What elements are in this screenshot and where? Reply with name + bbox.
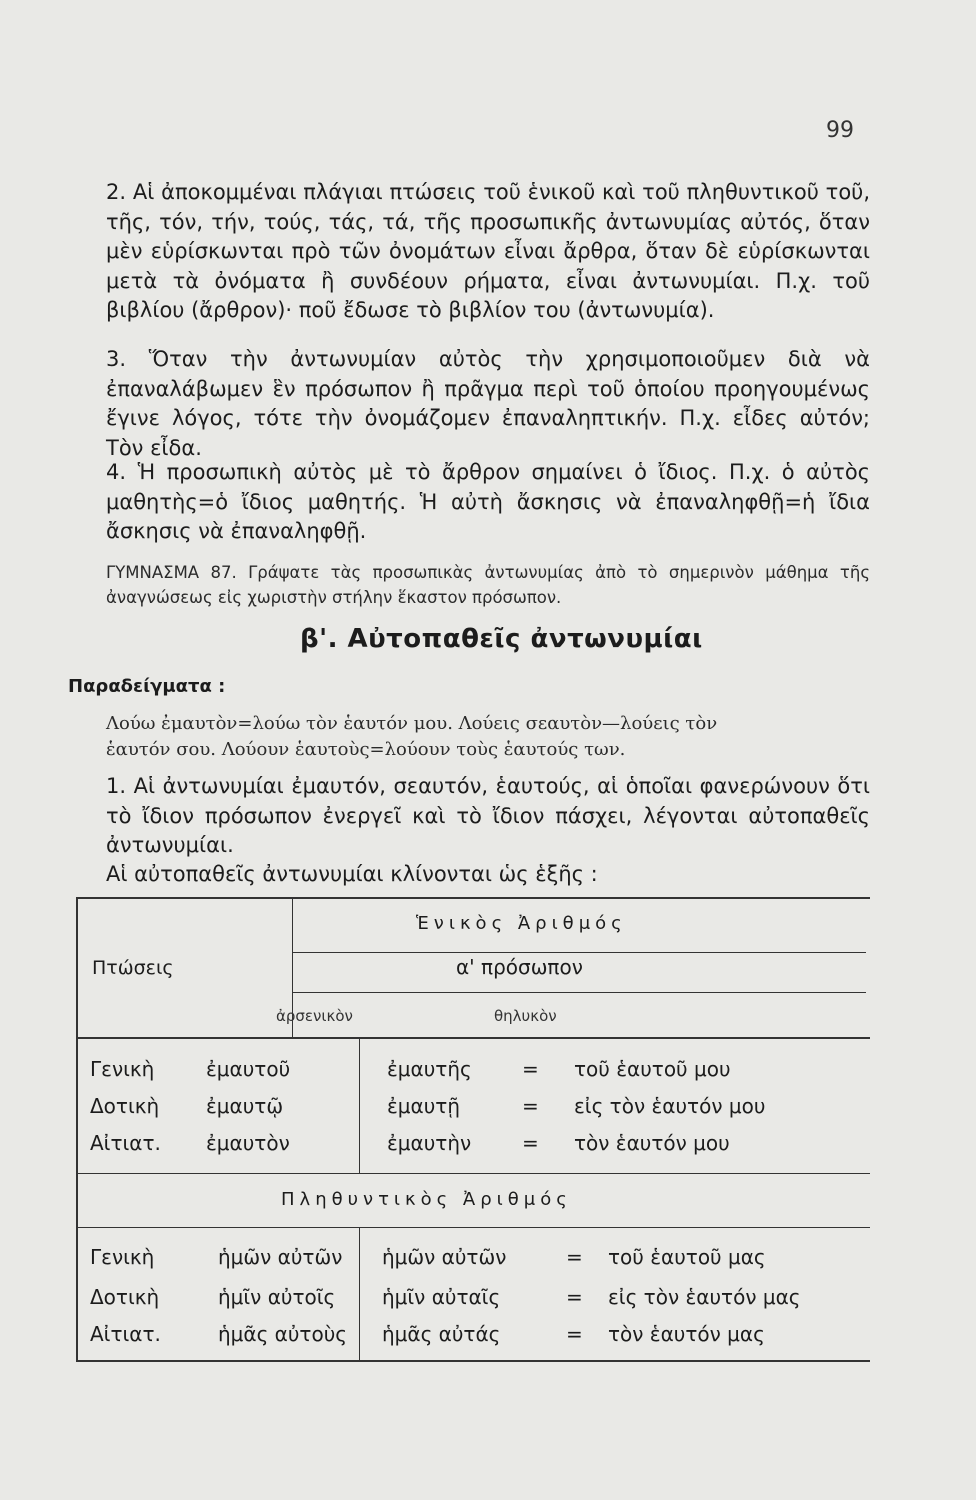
equals-sign: = bbox=[566, 1285, 583, 1309]
masc-form: ἡμᾶς αὐτοὺς bbox=[218, 1322, 348, 1346]
cases-header: Πτώσεις bbox=[92, 957, 174, 979]
section-title: β'. Αὐτοπαθεῖς ἀντωνυμίαι bbox=[300, 624, 703, 654]
equivalent-phrase: τοῦ ἑαυτοῦ μου bbox=[574, 1057, 731, 1081]
example-line-2: ἑαυτόν σου. Λούουν ἑαυτοὺς=λούουν τοὺς ἑαυτούς των. bbox=[106, 739, 626, 760]
plural-fem-divider bbox=[359, 1228, 360, 1360]
masc-form: ἡμῖν αὐτοῖς bbox=[218, 1285, 336, 1309]
masc-form: ἐμαυτῷ bbox=[206, 1094, 284, 1118]
fem-form: ἡμῶν αὐτῶν bbox=[382, 1245, 507, 1269]
singular-number-header: Ἑνικὸς Ἀριθμός bbox=[416, 913, 627, 934]
equals-sign: = bbox=[522, 1057, 539, 1081]
fem-form: ἡμῖν αὐταῖς bbox=[382, 1285, 501, 1309]
equivalent-phrase: εἰς τὸν ἑαυτόν μας bbox=[608, 1285, 801, 1309]
equals-sign: = bbox=[566, 1322, 583, 1346]
first-person-header: α' πρόσωπον bbox=[456, 955, 583, 979]
case-label: Γενικὴ bbox=[90, 1057, 155, 1081]
masc-form: ἐμαυτὸν bbox=[206, 1131, 290, 1155]
paragraph-reflexive-1: 1. Αἱ ἀντωνυμίαι ἐμαυτόν, σεαυτόν, ἑαυτούς, αἱ ὁποῖαι φανερώνουν ὅτι τὸ ἴδιον πρόσωπον ἐνεργεῖ καὶ τὸ ἴδιον πάσχει, λέγονται αὐτοπαθεῖς ἀντωνυμίαι. bbox=[106, 774, 870, 857]
masc-form: ἐμαυτοῦ bbox=[206, 1057, 291, 1081]
case-label: Δοτικὴ bbox=[90, 1285, 160, 1309]
paragraph-4: 4. Ἡ προσωπικὴ αὐτὸς μὲ τὸ ἄρθρον σημαίνει ὁ ἴδιος. Π.χ. ὁ αὐτὸς μαθητὴς=ὁ ἴδιος μαθητής. Ἡ αὐτὴ ἄσκησις νὰ ἐπαναληφθῇ=ἡ ἴδια ἄσκησις νὰ ἐπαναληφθῇ. bbox=[106, 460, 870, 543]
masculine-header: ἀρσενικὸν bbox=[276, 1007, 353, 1025]
table-top-border bbox=[76, 897, 870, 899]
plural-header-top bbox=[76, 1173, 870, 1174]
fem-form: ἡμᾶς αὐτάς bbox=[382, 1322, 501, 1346]
table-bottom-border bbox=[76, 1360, 870, 1362]
fem-form: ἐμαυτὴν bbox=[387, 1131, 472, 1155]
equals-sign: = bbox=[522, 1131, 539, 1155]
case-label: Αἰτιατ. bbox=[90, 1131, 161, 1155]
exercise-87: ΓΥΜΝΑΣΜΑ 87. Γράψατε τὰς προσωπικὰς ἀντωνυμίας ἀπὸ τὸ σημερινὸν μάθημα τῆς ἀναγνώσεως εἰς χωριστὴν στήλην ἕκαστον πρόσωπον. bbox=[106, 563, 870, 607]
equivalent-phrase: τὸν ἑαυτόν μου bbox=[574, 1131, 730, 1155]
example-line-1: Λούω ἐμαυτὸν=λούω τὸν ἑαυτόν μου. Λούεις σεαυτὸν—λούεις τὸν bbox=[106, 713, 718, 734]
plural-number-header: Πληθυντικὸς Ἀριθμός bbox=[281, 1189, 572, 1210]
equals-sign: = bbox=[566, 1245, 583, 1269]
table-left-border bbox=[76, 897, 78, 1362]
singular-fem-divider bbox=[359, 1038, 360, 1173]
equals-sign: = bbox=[522, 1094, 539, 1118]
equivalent-phrase: τοῦ ἑαυτοῦ μας bbox=[608, 1245, 766, 1269]
case-label: Γενικὴ bbox=[90, 1245, 155, 1269]
table-header-bottom bbox=[76, 1037, 870, 1039]
case-label: Αἰτιατ. bbox=[90, 1322, 161, 1346]
case-label: Δοτικὴ bbox=[90, 1094, 160, 1118]
paragraph-2: 2. Αἱ ἀποκομμέναι πλάγιαι πτώσεις τοῦ ἑνικοῦ καὶ τοῦ πληθυντικοῦ τοῦ, τῆς, τόν, τήν, τούς, τάς, τά, τῆς προσωπικῆς ἀντωνυμίας αὐτός, ὅταν μὲν εὑρίσκωνται πρὸ τῶν ὀνομάτων εἶναι ἄρθρα, ὅταν δὲ εὑρίσκωνται μετὰ τὰ ὀνόματα ἢ συνδέουν ρήματα, εἶναι ἀντωνυμίαι. Π.χ. τοῦ βιβλίου (ἄρθρον)· ποῦ ἔδωσε τὸ βιβλίον του (ἀντωνυμία). bbox=[106, 180, 870, 322]
paragraph-reflexive-declension: Αἱ αὐτοπαθεῖς ἀντωνυμίαι κλίνονται ὡς ἑξῆς : bbox=[106, 862, 598, 886]
page-number: 99 bbox=[826, 118, 854, 143]
equivalent-phrase: εἰς τὸν ἑαυτόν μου bbox=[574, 1094, 766, 1118]
paragraph-3: 3. Ὅταν τὴν ἀντωνυμίαν αὐτὸς τὴν χρησιμοποιοῦμεν διὰ νὰ ἐπαναλάβωμεν ἓν πρόσωπον ἢ πρᾶγμα περὶ τοῦ ὁποίου προηγουμένως ἔγινε λόγος, τότε τὴν ὀνομάζομεν ἐπαναληπτικήν. Π.χ. εἶδες αὐτόν; Τὸν εἶδα. bbox=[106, 347, 870, 460]
table-header-rule-2 bbox=[292, 992, 866, 993]
examples-label: Παραδείγματα : bbox=[68, 676, 226, 697]
declension-table bbox=[76, 897, 870, 1362]
table-header-rule-1 bbox=[292, 952, 866, 953]
plural-header-bottom bbox=[76, 1227, 870, 1228]
fem-form: ἐμαυτῇ bbox=[387, 1094, 461, 1118]
masc-form: ἡμῶν αὐτῶν bbox=[218, 1245, 343, 1269]
fem-form: ἐμαυτῆς bbox=[387, 1057, 472, 1081]
feminine-header: θηλυκὸν bbox=[494, 1007, 557, 1025]
equivalent-phrase: τὸν ἑαυτόν μας bbox=[608, 1322, 765, 1346]
